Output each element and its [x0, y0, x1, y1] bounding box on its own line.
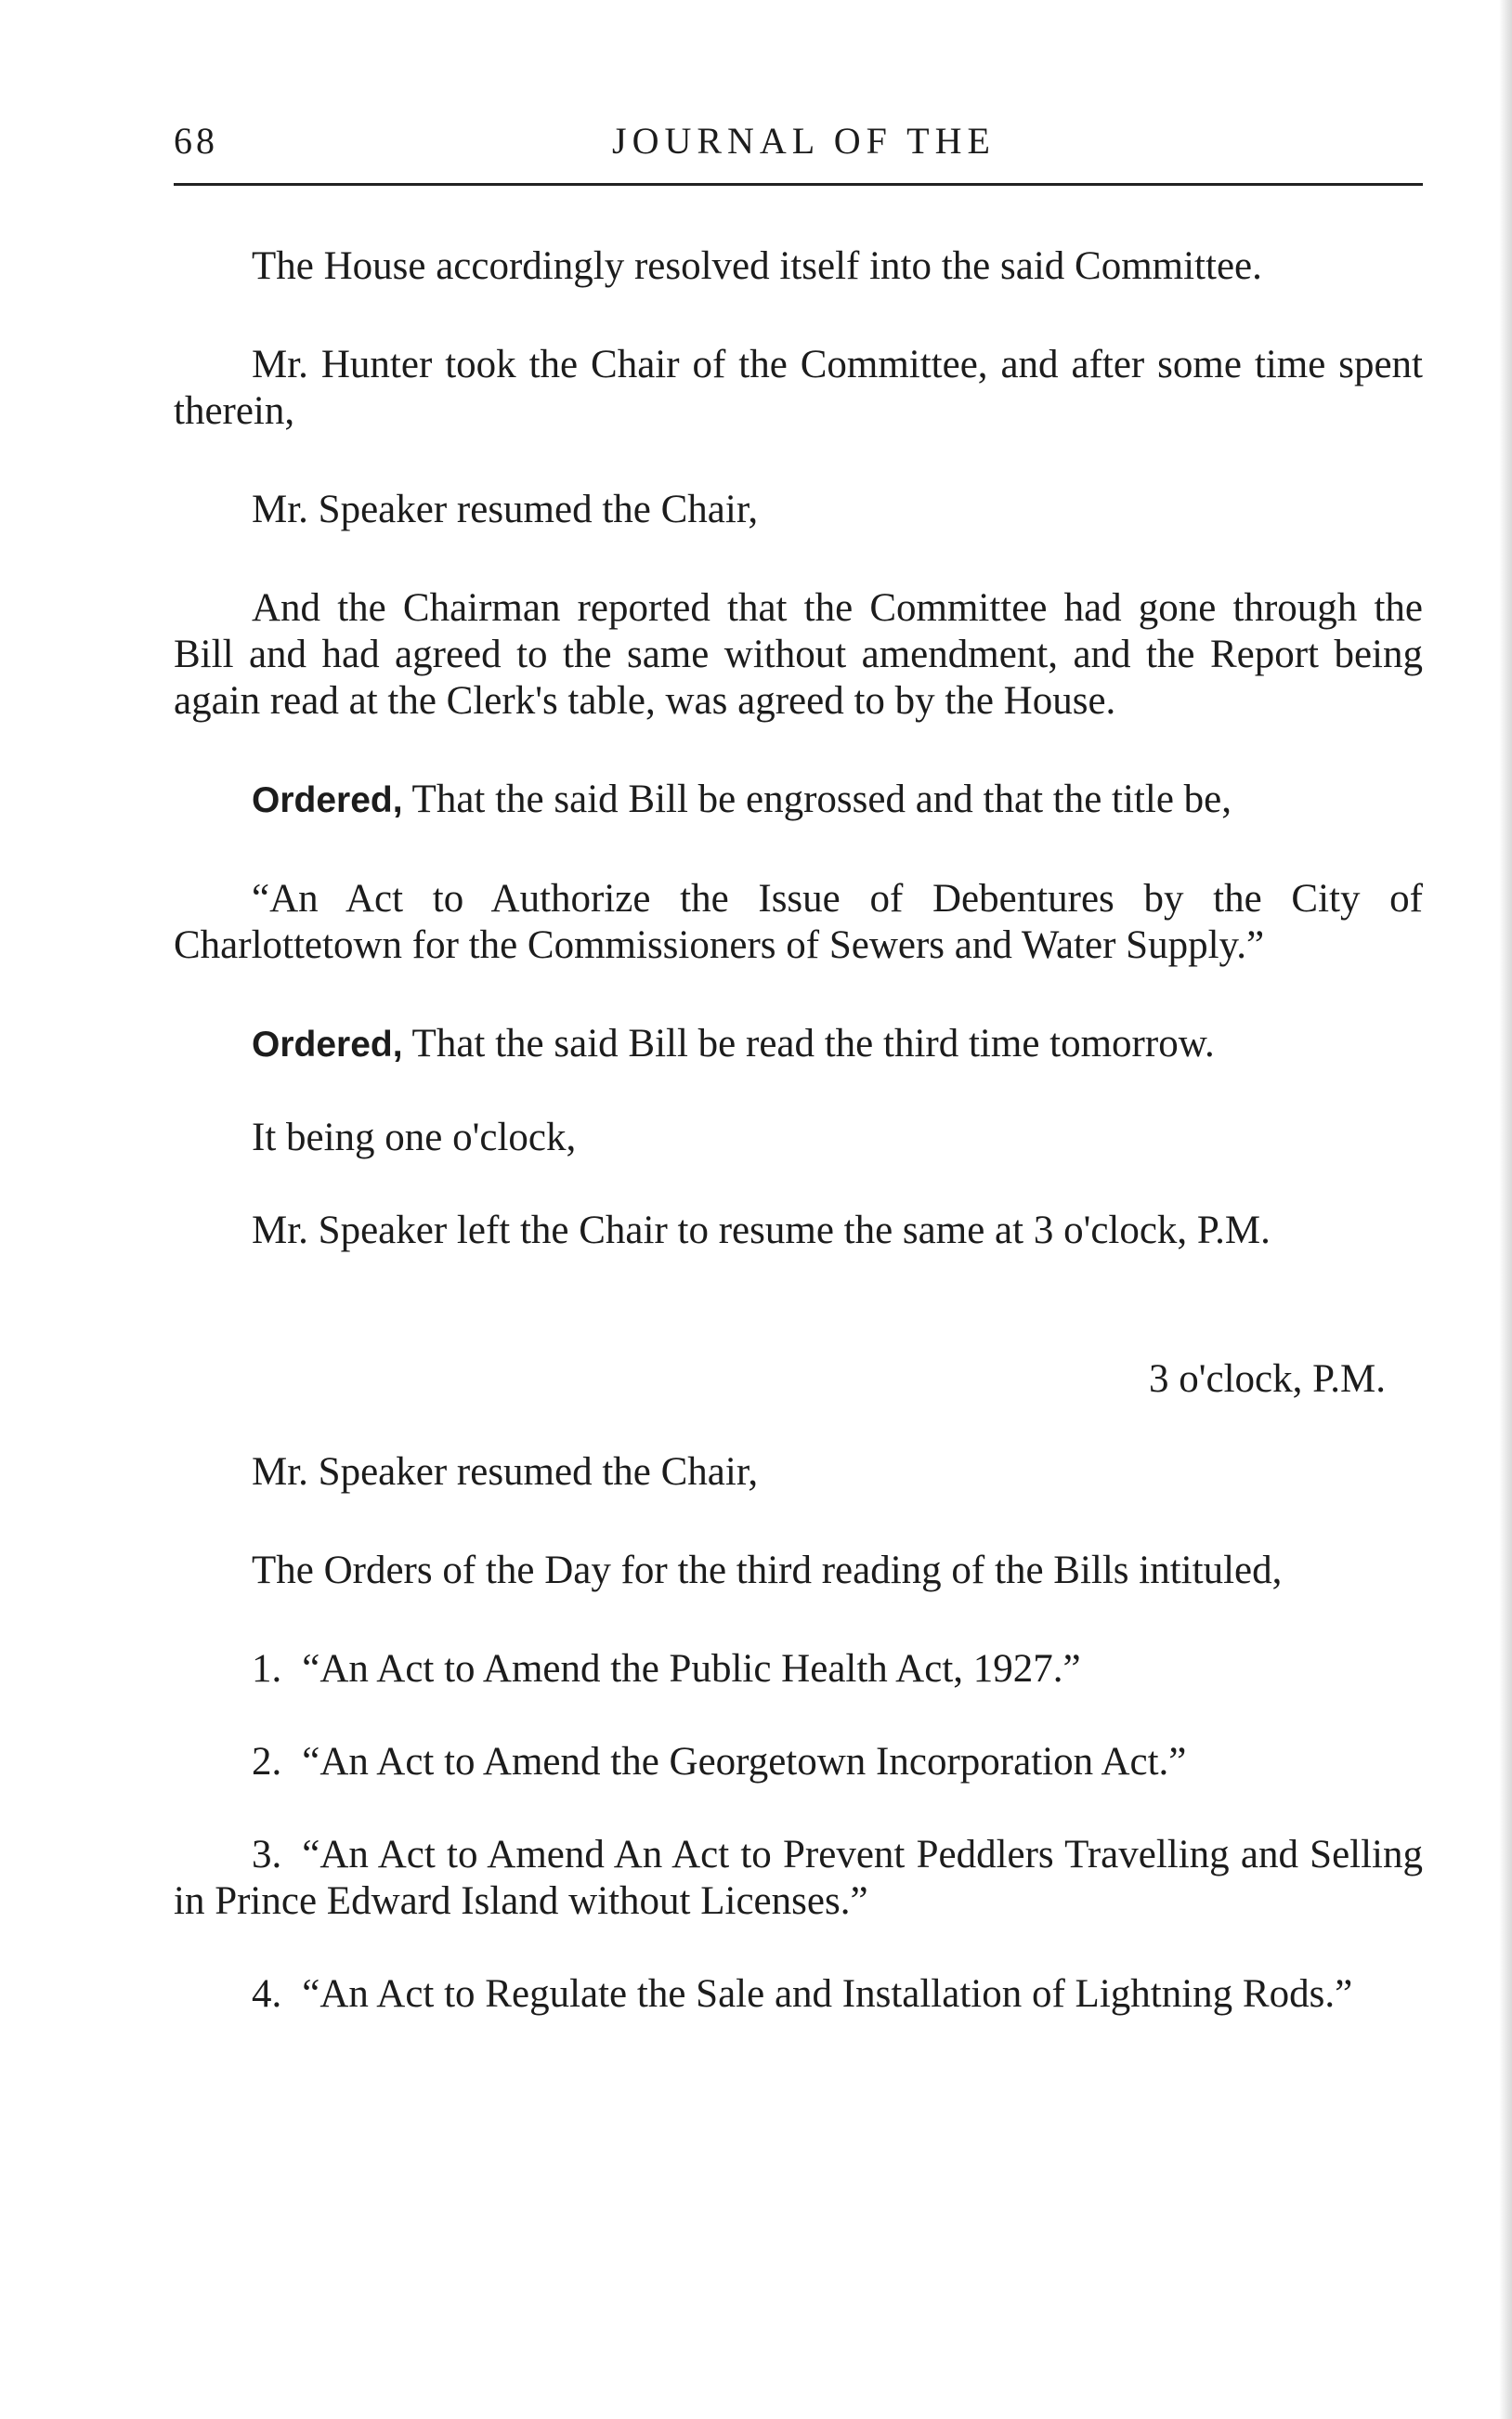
bill-number: 3.	[252, 1833, 282, 1876]
page-header	[174, 119, 1423, 175]
ordered-label: Ordered,	[252, 1025, 403, 1065]
paragraph-speaker-resumed-afternoon: Mr. Speaker resumed the Chair,	[252, 1450, 759, 1494]
bill-title: “An Act to Amend the Georgetown Incorporation Act.”	[302, 1740, 1187, 1784]
bill-number: 4.	[252, 1972, 282, 2016]
paragraph-hunter-chair: Mr. Hunter took the Chair of the Committee, and after some time spent therein,	[174, 343, 1423, 433]
list-item	[174, 1832, 1423, 1925]
bill-title: “An Act to Amend An Act to Prevent Peddlers Travelling and Selling in Prince Edward Island without Licenses.”	[174, 1833, 1423, 1923]
paragraph-chairman-report: And the Chairman reported that the Committee had gone through the Bill and had agreed to the same without amendment, and the Report being again read at the Clerk's table, was agreed to by the House.	[174, 586, 1423, 723]
bill-title: “An Act to Amend the Public Health Act, 1927.”	[302, 1647, 1081, 1691]
page-number: 68	[174, 120, 218, 162]
paragraph-one-oclock: It being one o'clock,	[252, 1116, 577, 1159]
header-rule	[174, 183, 1423, 186]
paragraph-bill-title: “An Act to Authorize the Issue of Debentures by the City of Charlottetown for the Commissioners of Sewers and Water Supply.”	[174, 877, 1423, 967]
bill-number: 1.	[252, 1647, 282, 1691]
running-head: JOURNAL OF THE	[612, 120, 996, 162]
bill-title: “An Act to Regulate the Sale and Installation of Lightning Rods.”	[302, 1972, 1353, 2016]
list-item	[174, 1739, 1423, 1785]
bill-number: 2.	[252, 1740, 282, 1784]
ordered-text: That the said Bill be read the third time tomorrow.	[411, 1022, 1215, 1066]
paragraph-ordered-third-reading	[174, 1021, 1423, 1068]
page-edge-shadow	[1499, 0, 1512, 2419]
list-item	[174, 1971, 1423, 2018]
paragraph-speaker-resumed: Mr. Speaker resumed the Chair,	[252, 488, 759, 531]
ordered-label: Ordered,	[252, 780, 403, 820]
time-heading: 3 o'clock, P.M.	[1149, 1357, 1386, 1401]
list-item	[174, 1646, 1423, 1693]
paragraph-committee-resolved: The House accordingly resolved itself into the said Committee.	[252, 244, 1262, 288]
paragraph-speaker-left: Mr. Speaker left the Chair to resume the same at 3 o'clock, P.M.	[252, 1209, 1271, 1252]
journal-body	[174, 243, 1423, 2064]
paragraph-orders-of-day: The Orders of the Day for the third reading of the Bills intituled,	[252, 1549, 1283, 1592]
paragraph-ordered-engrossed	[174, 777, 1423, 824]
ordered-text: That the said Bill be engrossed and that the title be,	[411, 778, 1232, 821]
